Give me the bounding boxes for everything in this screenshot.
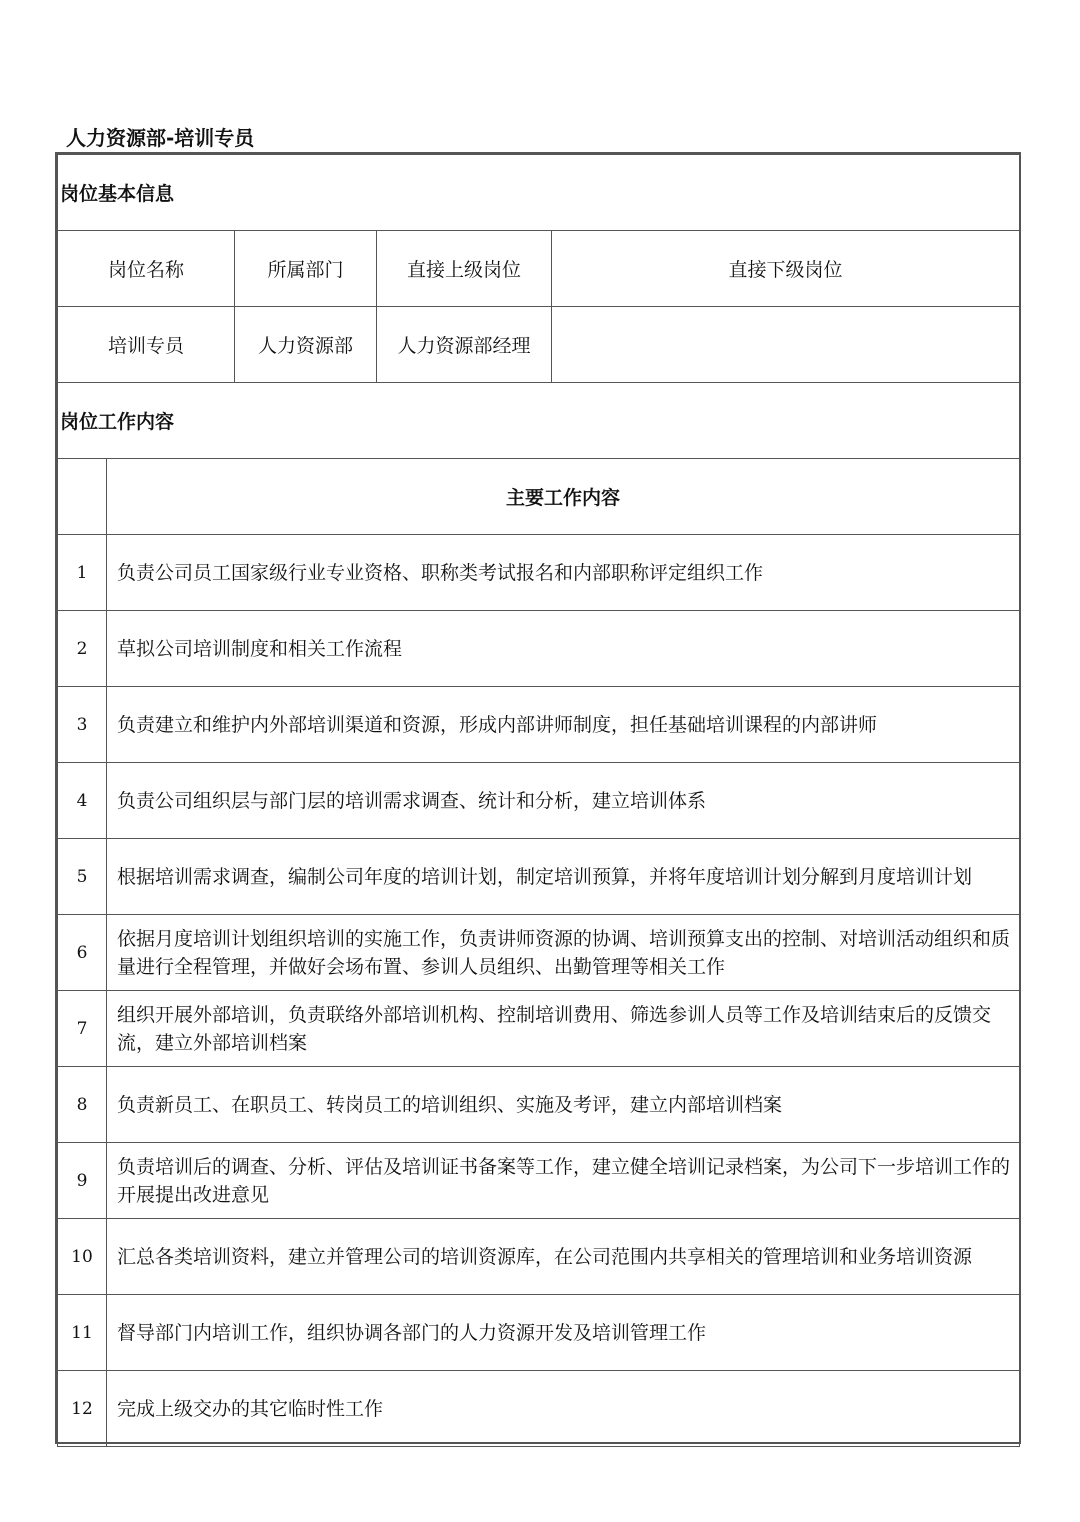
basic-info-value-row: [58, 307, 1020, 383]
duty-row: [58, 991, 1020, 1067]
duty-row: [58, 1067, 1020, 1143]
document-title: 人力资源部-培训专员: [66, 126, 255, 150]
duty-text: 根据培训需求调查，编制公司年度的培训计划，制定培训预算，并将年度培训计划分解到月度培训计划: [107, 839, 1020, 915]
header-position-name: 岗位名称: [58, 231, 235, 307]
duty-row: [58, 1371, 1020, 1447]
duty-row: [58, 1143, 1020, 1219]
duty-text: 负责建立和维护内外部培训渠道和资源，形成内部讲师制度，担任基础培训课程的内部讲师: [107, 687, 1020, 763]
duty-row: [58, 763, 1020, 839]
duty-number: 3: [58, 687, 107, 763]
basic-info-section-row: [58, 155, 1020, 231]
main-duties-header: 主要工作内容: [107, 459, 1020, 535]
duty-text: 督导部门内培训工作，组织协调各部门的人力资源开发及培训管理工作: [107, 1295, 1020, 1371]
duty-row: [58, 1219, 1020, 1295]
duty-row: [58, 1295, 1020, 1371]
value-direct-subordinate: [552, 307, 1020, 383]
duty-number: 5: [58, 839, 107, 915]
value-position-name: 培训专员: [58, 307, 235, 383]
job-description-table: [57, 154, 1020, 1447]
duty-text: 依据月度培训计划组织培训的实施工作，负责讲师资源的协调、培训预算支出的控制、对培训活动组织和质量进行全程管理，并做好会场布置、参训人员组织、出勤管理等相关工作: [107, 915, 1020, 991]
number-column-header: [58, 459, 107, 535]
duty-number: 10: [58, 1219, 107, 1295]
duty-row: [58, 915, 1020, 991]
duty-number: 6: [58, 915, 107, 991]
duty-number: 9: [58, 1143, 107, 1219]
duty-number: 12: [58, 1371, 107, 1447]
header-direct-superior: 直接上级岗位: [377, 231, 552, 307]
value-direct-superior: 人力资源部经理: [377, 307, 552, 383]
duty-text: 完成上级交办的其它临时性工作: [107, 1371, 1020, 1447]
duty-row: [58, 687, 1020, 763]
basic-info-section-label: 岗位基本信息: [58, 155, 1020, 231]
basic-info-header-row: [58, 231, 1020, 307]
duty-number: 11: [58, 1295, 107, 1371]
duty-number: 8: [58, 1067, 107, 1143]
duty-text: 负责培训后的调查、分析、评估及培训证书备案等工作，建立健全培训记录档案，为公司下一步培训工作的开展提出改进意见: [107, 1143, 1020, 1219]
duty-text: 负责公司员工国家级行业专业资格、职称类考试报名和内部职称评定组织工作: [107, 535, 1020, 611]
duty-number: 4: [58, 763, 107, 839]
duty-text: 汇总各类培训资料，建立并管理公司的培训资源库，在公司范围内共享相关的管理培训和业务培训资源: [107, 1219, 1020, 1295]
duties-header-row: [58, 459, 1020, 535]
duties-section-row: [58, 383, 1020, 459]
duty-number: 1: [58, 535, 107, 611]
duty-row: [58, 839, 1020, 915]
duty-number: 2: [58, 611, 107, 687]
duty-row: [58, 611, 1020, 687]
duty-text: 负责新员工、在职员工、转岗员工的培训组织、实施及考评，建立内部培训档案: [107, 1067, 1020, 1143]
value-department: 人力资源部: [235, 307, 377, 383]
header-direct-subordinate: 直接下级岗位: [552, 231, 1020, 307]
duties-section-label: 岗位工作内容: [58, 383, 1020, 459]
duty-text: 草拟公司培训制度和相关工作流程: [107, 611, 1020, 687]
header-department: 所属部门: [235, 231, 377, 307]
duty-number: 7: [58, 991, 107, 1067]
duty-text: 负责公司组织层与部门层的培训需求调查、统计和分析，建立培训体系: [107, 763, 1020, 839]
duty-text: 组织开展外部培训，负责联络外部培训机构、控制培训费用、筛选参训人员等工作及培训结束后的反馈交流，建立外部培训档案: [107, 991, 1020, 1067]
duty-row: [58, 535, 1020, 611]
